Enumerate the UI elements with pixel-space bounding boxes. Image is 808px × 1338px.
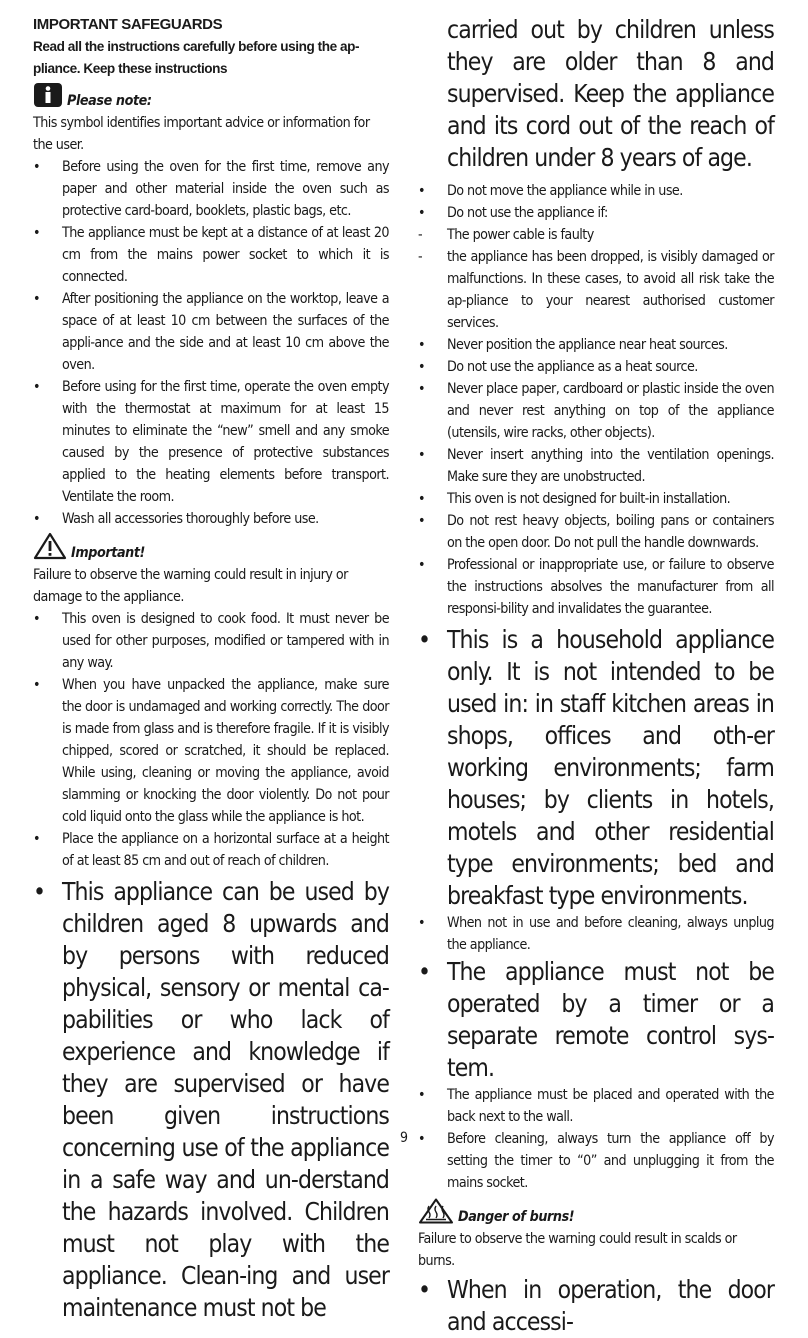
list-item [418, 1084, 774, 1128]
list-item-text: Do not use the appliance if: [447, 205, 608, 221]
list-item: • This appliance can be used by children aged 8 upwards and by persons with reduced physical, sensory or mental ca-pabilities or who lack of experience and knowledge if they are supervised or have been given instructions concerning use of the appliance in a safe way and un-derstand the hazards involved. Children must not play with the appliance. Clean-ing and user maintenance must not be [33, 877, 389, 1322]
list-marker: • [418, 491, 425, 507]
list-item-text: The power cable is faulty [447, 227, 594, 243]
list-item: • This is a household appliance only. It is not intended to be used in: in staff kitchen areas in shops, offices and oth-er working environments; farm houses; by clients in hotels, motels and other residential type environments; bed and breakfast type environments. [418, 625, 774, 910]
list-item-text: Wash all accessories thoroughly before use. [62, 511, 319, 527]
list-item [33, 222, 389, 288]
list-marker: • [418, 359, 425, 375]
list-item-text: The appliance must be kept at a distance of at least 20 cm from the mains power socket to which it is connected. [62, 225, 389, 285]
list-marker: - [418, 249, 423, 265]
list-item [418, 246, 774, 334]
list-item-text: The appliance must be placed and operated with the back next to the wall. [447, 1087, 774, 1125]
list-item [33, 156, 389, 222]
note-description: This symbol identifies important advice or information for the user. [33, 115, 370, 153]
list-item-text: Do not move the appliance while in use. [447, 183, 683, 199]
household-list [418, 624, 774, 912]
list-item-text: Never place paper, cardboard or plastic inside the oven and never rest anything on top of the appliance (utensils, wire racks, other objects). [447, 381, 774, 441]
timer-list [418, 956, 774, 1084]
list-item [418, 488, 774, 510]
list-item-text: Place the appliance on a horizontal surface at a height of at least 85 cm and out of reach of children. [62, 831, 389, 869]
list-item-text: Never insert anything into the ventilation openings. Make sure they are unobstructed. [447, 447, 774, 485]
list-item [33, 376, 389, 508]
list-item: • The appliance must not be operated by a timer or a separate remote control sys-tem. [418, 957, 774, 1082]
list-marker: - [418, 227, 423, 243]
list-item-text: the appliance has been dropped, is visibly damaged or malfunctions. In these cases, to avoid all risk take the ap-pliance to your nearest authorised customer services. [447, 249, 774, 331]
list-marker: • [418, 447, 425, 463]
list-item-text: Never position the appliance near heat sources. [447, 337, 728, 353]
list-marker: • [33, 291, 40, 307]
hot-surface-icon [418, 1198, 454, 1228]
burns-label: Danger of burns! [458, 1209, 575, 1225]
list-item [33, 828, 389, 872]
list-marker: • [418, 183, 425, 199]
list-item: • When not in use and before cleaning, always unplug the appliance. [418, 915, 774, 953]
list-item [418, 356, 774, 378]
list-marker: • [418, 1087, 425, 1103]
safety-list [418, 180, 774, 620]
list-marker: • [418, 205, 425, 221]
list-item [33, 288, 389, 376]
note-list [33, 156, 389, 530]
list-item-text: Professional or inappropriate use, or failure to observe the instructions absolves the manufacturer from all responsi-bility and invalidates the guarantee. [447, 557, 774, 617]
list-item-text: This oven is designed to cook food. It must never be used for other purposes, modified or tampered with in any way. [62, 611, 389, 671]
list-marker: • [418, 381, 425, 397]
list-marker: • [33, 677, 40, 693]
list-item [418, 202, 774, 224]
read-instructions-subheading: Read all the instructions carefully before using the ap-pliance. Keep these instructions [33, 39, 360, 76]
list-item-text: This oven is not designed for built-in installation. [447, 491, 731, 507]
timer-item-text: The appliance must not be operated by a timer or a separate remote control sys-tem. [447, 957, 774, 1082]
list-item [33, 508, 389, 530]
list-item-text: Do not use the appliance as a heat source. [447, 359, 698, 375]
operation-item-text: When in operation, the door and accessi- [447, 1275, 774, 1336]
list-item [418, 378, 774, 444]
list-marker: • [33, 159, 40, 175]
list-item-text: When you have unpacked the appliance, make sure the door is undamaged and working correctly. The door is made from glass and is therefore fragile. If it is visibly chipped, scored or scratched, it should be replaced. While using, cleaning or moving the appliance, avoid slamming or knocking the door violently. Do not pour cold liquid onto the glass while the appliance is hot. [62, 677, 389, 825]
list-marker: • [33, 831, 40, 847]
list-item [418, 334, 774, 356]
list-item-text: After positioning the appliance on the worktop, leave a space of at least 10 cm between the surfaces of the appli-ance and the side and at least 10 cm above the oven. [62, 291, 389, 373]
important-list [33, 608, 389, 872]
list-marker: • [33, 611, 40, 627]
list-marker: • [418, 1131, 425, 1147]
list-marker: • [33, 225, 40, 241]
important-description: Failure to observe the warning could result in injury or damage to the appliance. [33, 567, 348, 605]
page-number: 9 [399, 1130, 408, 1146]
burns-description: Failure to observe the warning could result in scalds or burns. [418, 1231, 737, 1269]
list-item [33, 608, 389, 674]
operation-list [418, 1274, 774, 1338]
children-list [33, 876, 389, 1324]
list-item-text: Before using for the first time, operate the oven empty with the thermostat at maximum for at least 15 minutes to eliminate the “new” smell and any smoke caused by the presence of protective substances applied to the heating elements before transport. Ventilate the room. [62, 379, 389, 505]
left-column [33, 14, 389, 1324]
list-marker: • [418, 337, 425, 353]
warning-icon [33, 532, 67, 564]
continuation-text: carried out by children unless they are older than 8 and supervised. Keep the appliance and its cord out of the reach of children under 8 years of age. [447, 15, 774, 172]
important-label: Important! [71, 545, 145, 561]
list-item-text: Before cleaning, always turn the appliance off by setting the timer to “0” and unplugging it from the mains socket. [447, 1131, 774, 1191]
unplug-list [418, 912, 774, 956]
list-item-text: Do not rest heavy objects, boiling pans or containers on the open door. Do not pull the handle downwards. [447, 513, 774, 551]
note-header [33, 84, 389, 112]
list-item [418, 224, 774, 246]
list-item-text: Before using the oven for the first time, remove any paper and other material inside the oven such as protective card-board, booklets, plastic bags, etc. [62, 159, 389, 219]
info-icon [33, 82, 63, 112]
list-item: • When in operation, the door and accessi- [418, 1275, 774, 1336]
list-marker: • [33, 511, 40, 527]
list-item [418, 554, 774, 620]
list-item [33, 674, 389, 828]
important-header [33, 536, 389, 564]
note-label: Please note: [67, 93, 152, 109]
unplug-item-text: When not in use and before cleaning, always unplug the appliance. [447, 915, 774, 953]
list-marker: • [418, 557, 425, 573]
children-item-text: This appliance can be used by children aged 8 upwards and by persons with reduced physical, sensory or mental ca-pabilities or who lack of experience and knowledge if they are supervised or have been given instructions concerning use of the appliance in a safe way and un-derstand the hazards involved. Children must not play with the appliance. Clean-ing and user maintenance must not be [62, 877, 389, 1322]
list-item [418, 444, 774, 488]
page-heading: IMPORTANT SAFEGUARDS [33, 16, 223, 33]
burns-header [418, 1200, 774, 1228]
list-marker: • [33, 379, 40, 395]
list-item [418, 180, 774, 202]
household-item-text: This is a household appliance only. It is not intended to be used in: in staff kitchen areas in shops, offices and oth-er working environments; farm houses; by clients in hotels, motels and other residential type environments; bed and breakfast type environments. [447, 625, 774, 910]
list-marker: • [418, 513, 425, 529]
list-item [418, 510, 774, 554]
